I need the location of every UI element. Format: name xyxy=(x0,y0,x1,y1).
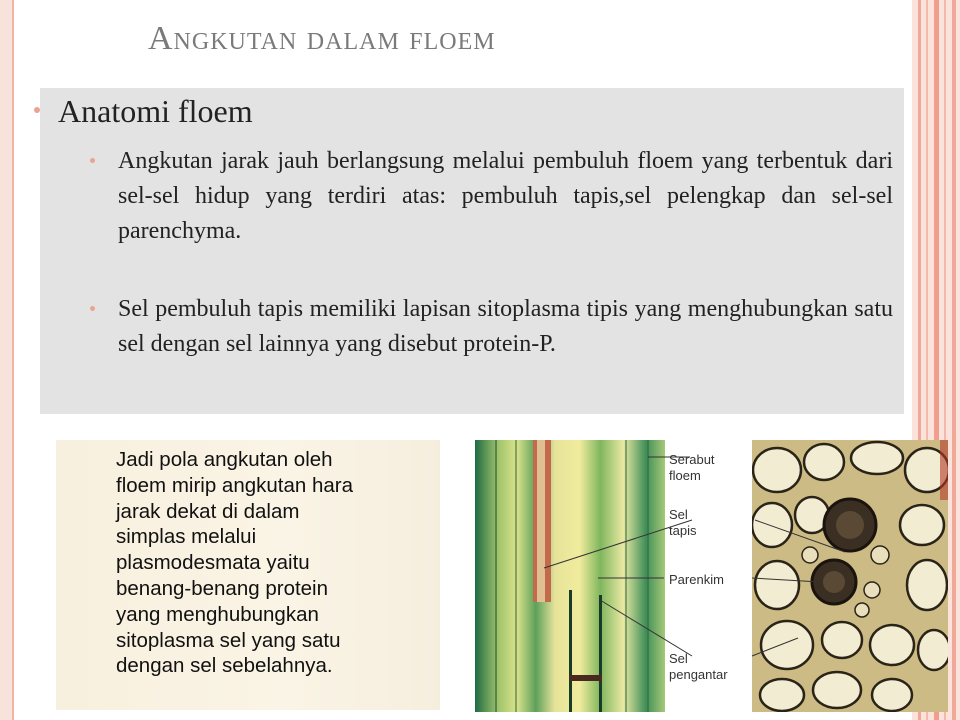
note-line: benang-benang protein xyxy=(116,576,329,600)
note-line: jarak dekat di dalam xyxy=(116,499,300,523)
heading-text: Anatomi floem xyxy=(58,93,253,129)
left-border-decoration xyxy=(0,0,14,720)
bullet-point-2-text: Sel pembuluh tapis memiliki lapisan sitoplasma tipis yang menghubungkan satu sel dengan sel lainnya yang disebut protein-P. xyxy=(118,296,893,357)
bullet-dot xyxy=(90,306,95,311)
note-line: simplas melalui xyxy=(116,525,257,549)
note-line: yang menghubungkan xyxy=(116,602,319,626)
label-parenkim: Parenkim xyxy=(669,572,724,587)
phloem-longitudinal-micrograph xyxy=(475,440,665,712)
note-box xyxy=(56,440,440,710)
note-line: Jadi pola angkutan oleh xyxy=(116,448,333,471)
bullet-dot xyxy=(34,107,40,113)
bullet-point-1 xyxy=(118,144,893,249)
content-box xyxy=(40,88,904,414)
label-sel-pengantar: Sel pengantar xyxy=(669,651,728,682)
figure-labels xyxy=(665,440,755,712)
label-serabut-floem: Serabut floem xyxy=(669,452,715,483)
bullet-point-2 xyxy=(118,292,893,362)
note-line: dengan sel sebelahnya. xyxy=(116,654,333,678)
note-text xyxy=(116,447,436,679)
label-sel-tapis: Sel tapis xyxy=(669,507,697,538)
phloem-cross-section-micrograph xyxy=(752,440,948,712)
slide-title: Angkutan dalam floem xyxy=(148,20,496,57)
note-line: plasmodesmata yaitu xyxy=(116,551,310,575)
note-line: sitoplasma sel yang satu xyxy=(116,628,341,652)
bullet-point-1-text: Angkutan jarak jauh berlangsung melalui pembuluh floem yang terbentuk dari sel-sel hidup yang terdiri atas: pembuluh tapis,sel pelengkap dan sel-sel parenchyma. xyxy=(118,148,893,244)
note-line: floem mirip angkutan hara xyxy=(116,473,354,497)
bullet-heading xyxy=(58,93,253,130)
bullet-dot xyxy=(90,158,95,163)
